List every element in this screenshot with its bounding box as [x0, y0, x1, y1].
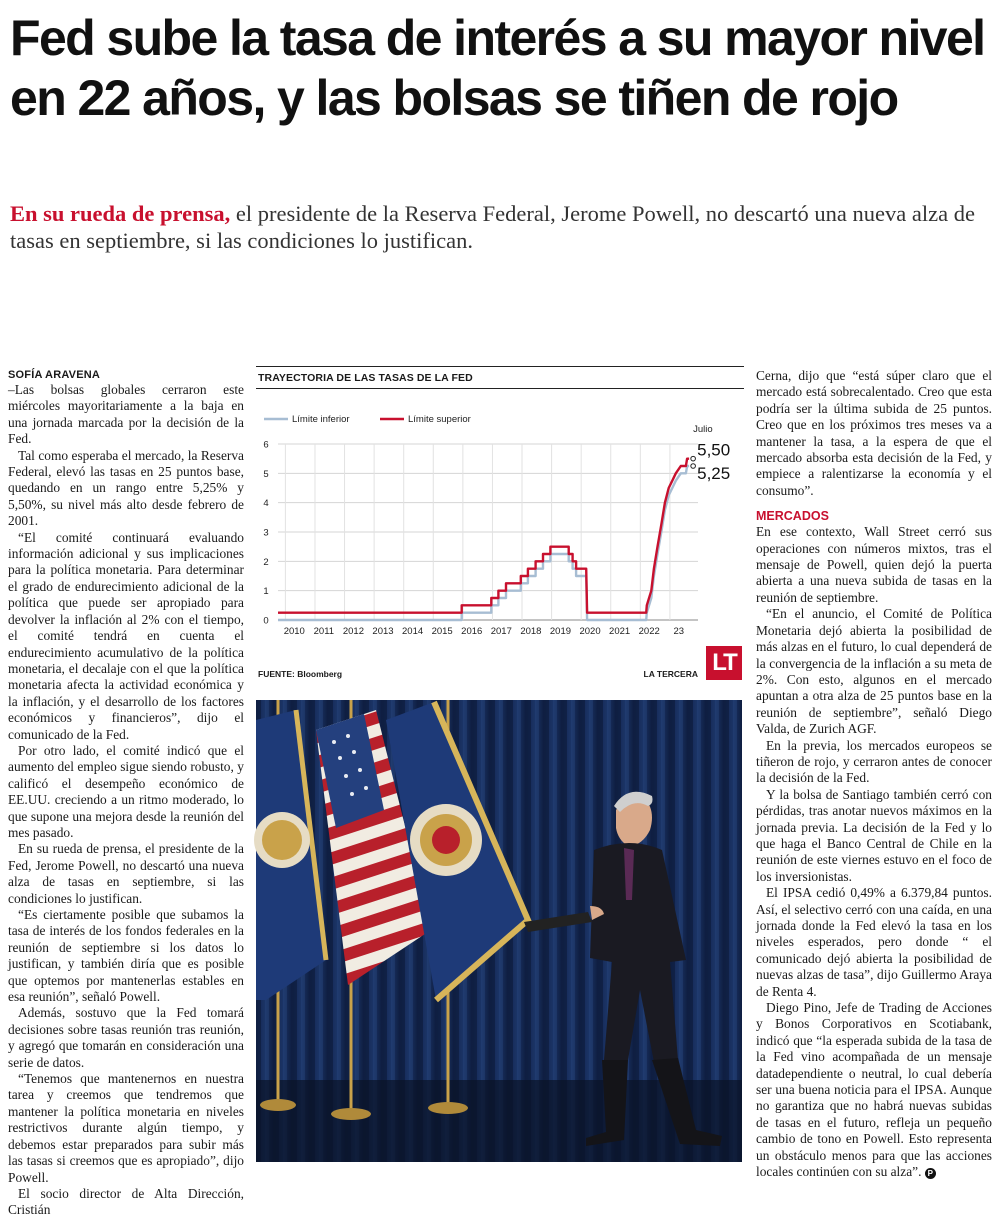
- x-tick-label: 23: [673, 626, 685, 637]
- paragraph: “Es ciertamente posible que subamos la tasa de interés de los fondos federales en la reunión de septiembre si los datos lo justifican, y también diría que es posible que optemos por mantenerlas estables en esa reunión”, señaló Powell.: [8, 907, 244, 1005]
- paragraph: El socio director de Alta Dirección, Cristián: [8, 1185, 244, 1218]
- x-tick-label: 2022: [638, 626, 660, 637]
- y-tick-label: 1: [263, 586, 269, 598]
- press-conference-photo: [256, 700, 742, 1162]
- rates-chart: [256, 366, 744, 684]
- paragraph: Además, sostuvo que la Fed tomará decisiones sobre tasas reunión tras reunión, y agregó que tomarán en consideración una serie de datos.: [8, 1005, 244, 1070]
- y-tick-label: 0: [263, 615, 269, 627]
- legend-label: Límite inferior: [292, 414, 350, 425]
- deck-text: el presidente de la Reserva Federal, Jerome Powell, no descartó una nueva alza de tasas en septiembre, si las condiciones lo justifican.: [10, 201, 975, 253]
- x-tick-label: 2020: [579, 626, 601, 637]
- y-tick-label: 6: [263, 439, 269, 451]
- annotation-upper-value: 5,50: [697, 440, 731, 460]
- powell-photo: [256, 700, 742, 1162]
- y-tick-label: 2: [263, 556, 269, 568]
- paragraph: Cerna, dijo que “está súper claro que el mercado está sobrecalentado. Creo que esta podría ser la última subida de 25 puntos. Creo que en los próximos tres meses va a mantener la tasa, a la espera de que el mercado absorba esta decisión de la Fed, y empiece a ralentizarse la economía y el consumo”.: [756, 368, 992, 498]
- paragraph: “Tenemos que mantenernos en nuestra tarea y creemos que tendremos que mantener la política monetaria en niveles restrictivos durante algún tiempo, y debemos estar preparados para subir más las tasas si creemos que es apropiado”, dijo Powell.: [8, 1071, 244, 1185]
- y-tick-label: 3: [263, 527, 269, 539]
- byline: SOFÍA ARAVENA: [8, 369, 101, 381]
- x-tick-label: 2016: [461, 626, 483, 637]
- paragraph: En su rueda de prensa, el presidente de la Fed, Jerome Powell, no descartó una nueva alza de tasas en septiembre, si las condiciones lo justifican.: [8, 841, 244, 906]
- la-tercera-logo: LT: [706, 646, 742, 680]
- section-heading: MERCADOS: [756, 509, 829, 524]
- y-tick-label: 5: [263, 468, 269, 480]
- x-tick-label: 2021: [609, 626, 631, 637]
- y-tick-label: 4: [263, 498, 269, 510]
- end-of-article-icon: P: [925, 1168, 936, 1179]
- x-tick-label: 2014: [402, 626, 424, 637]
- paragraph: El IPSA cedió 0,49% a 6.379,84 puntos. Así, el selectivo cerró con una caída, en una jornada donde la Fed elevó la tasa en los niveles esperados, pero donde “ el comunicado dejó abierta la posibilidad de nuevas alzas de tasa”, dijo Guillermo Araya de Renta 4.: [756, 885, 992, 999]
- x-tick-label: 2018: [520, 626, 542, 637]
- headline: Fed sube la tasa de interés a su mayor nivel en 22 años, y las bolsas se tiñen de rojo: [10, 10, 985, 126]
- chart-source: FUENTE: Bloomberg: [258, 669, 343, 679]
- paragraph-last: [756, 1000, 992, 1180]
- paragraph: Tal como esperaba el mercado, la Reserva Federal, elevó las tasas en 25 puntos base, quedando en un rango entre 5,25% y 5,50%, su nivel más alto desde febrero de 2001.: [8, 447, 244, 529]
- paragraph: “El comité continuará evaluando información adicional y sus implicaciones para la política monetaria. Para determinar el grado de endurecimiento adicional de la política que puede ser apropiado para devolver la inflación al 2% con el tiempo, el comité tendrá en cuenta el endurecimiento acumulativo de la política monetaria, el decalaje con el que la política monetaria afecta la actividad económica y la inflación, y el desarrollo de los factores económicos y financieros”, dijo el comunicado de la Fed.: [8, 529, 244, 742]
- left-column: [8, 368, 244, 1219]
- annotation-lower-value: 5,25: [697, 464, 731, 483]
- x-tick-label: 2013: [372, 626, 394, 637]
- paragraph: “En el anuncio, el Comité de Política Monetaria dejó abierta la posibilidad de más alzas en el futuro, lo cual dependerá de la convergencia de la inflación a su meta de 2%. Con esto, algunos en el mercado apuntan a otra alza de 25 puntos base en la reunión de septiembre”, señaló Diego Valda, de Zurich AGF.: [756, 606, 992, 737]
- legend-label: Límite superior: [408, 414, 471, 425]
- x-tick-label: 2011: [313, 626, 335, 637]
- deck: [10, 200, 990, 254]
- paragraph: En la previa, los mercados europeos se tiñeron de rojo, y cerraron antes de conocer la decisión de la Fed.: [756, 737, 992, 786]
- x-tick-label: 2010: [283, 626, 305, 637]
- series-line-upper: [278, 459, 689, 613]
- annotation-month: Julio: [693, 424, 713, 435]
- chart-plot: [256, 366, 744, 666]
- chart-title: TRAYECTORIA DE LAS TASAS DE LA FED: [258, 372, 473, 384]
- chart-publisher: LA TERCERA: [643, 669, 698, 679]
- paragraph-text: Diego Pino, Jefe de Trading de Acciones y Bonos Corporativos en Scotiabank, indicó que “la esperada subida de la tasa de la Fed vino acompañada de un mensaje datadependiente o neutral, lo cual debería ser una buena noticia para el IPSA. Aunque no garantiza que no habrá nuevas subidas de tasas en el futuro, refleja un pequeño cambio de tono en Powell. Esto representa un obstáculo menos para que las acciones locales continúen con su alza”.: [756, 1000, 992, 1180]
- paragraph: Por otro lado, el comité indicó que el aumento del empleo sigue siendo robusto, y calificó el desempeño económico de EE.UU. creciendo a un ritmo moderado, lo que supone una mejora desde la reunión del mes pasado.: [8, 742, 244, 840]
- annotation-point-lower: [691, 464, 696, 469]
- annotation-point-upper: [691, 456, 696, 461]
- x-tick-label: 2017: [490, 626, 512, 637]
- right-column: [756, 368, 992, 1181]
- x-tick-label: 2015: [431, 626, 453, 637]
- x-tick-label: 2019: [549, 626, 572, 637]
- paragraph: –Las bolsas globales cerraron este miércoles mayoritariamente a la baja en una jornada marcada por la decisión de la Fed.: [8, 382, 244, 447]
- x-tick-label: 2012: [342, 626, 364, 637]
- paragraph: Y la bolsa de Santiago también cerró con pérdidas, tras anotar nuevos máximos en la jornada previa. La decisión de la Fed y lo que haga el Banco Central de Chile en la reunión de este viernes estuvo en el foco de los inversionistas.: [756, 786, 992, 884]
- series-line-lower: [278, 466, 689, 620]
- paragraph: En ese contexto, Wall Street cerró sus operaciones con números mixtos, tras el mensaje de Powell, quien dejó la puerta abierta a una nueva subida de tasas en la reunión de septiembre.: [756, 524, 992, 605]
- deck-lead: En su rueda de prensa,: [10, 201, 231, 226]
